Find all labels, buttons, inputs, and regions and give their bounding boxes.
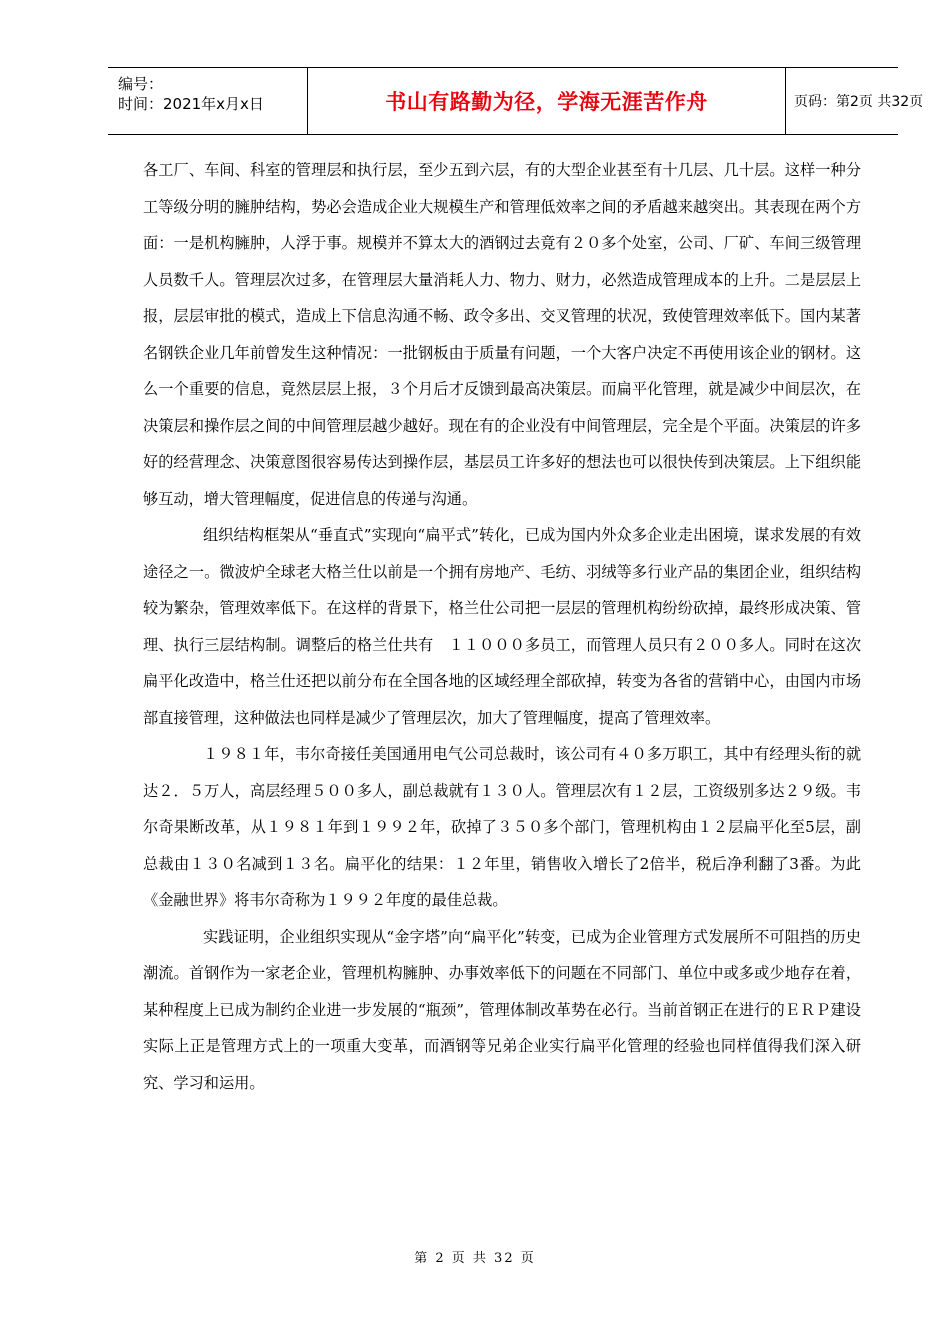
document-number-label: 编号： — [118, 75, 164, 93]
header-meta-cell — [108, 68, 308, 134]
motto-text: 书山有路勤为径，学海无涯苦作舟 — [385, 90, 708, 114]
body-paragraph-1: 各工厂、车间、科室的管理层和执行层，至少五到六层，有的大型企业甚至有十几层、几十层。这样一种分工等级分明的臃肿结构，势必会造成企业大规模生产和管理低效率之间的矛盾越来越突出。其表现在两个方面：一是机构臃肿，人浮于事。规模并不算太大的酒钢过去竟有２０多个处室，公司、厂矿、车间三级管理人员数千人。管理层次过多，在管理层大量消耗人力、物力、财力，必然造成管理成本的上升。二是层层上报，层层审批的模式，造成上下信息沟通不畅、政令多出、交叉管理的状况，致使管理效率低下。国内某著名钢铁企业几年前曾发生这种情况：一批钢板由于质量有问题，一个大客户决定不再使用该企业的钢材。这么一个重要的信息，竟然层层上报，３个月后才反馈到最高决策层。而扁平化管理，就是减少中间层次，在决策层和操作层之间的中间管理层越少越好。现在有的企业没有中间管理层，完全是个平面。决策层的许多好的经营理念、决策意图很容易传达到操作层，基层员工许多好的想法也可以很快传到决策层。上下组织能够互动，增大管理幅度，促进信息的传递与沟通。 — [143, 161, 861, 508]
header-motto-cell — [308, 68, 786, 134]
body-paragraph-2: 组织结构框架从“垂直式”实现向“扁平式”转化，已成为国内外众多企业走出困境，谋求发展的有效途径之一。微波炉全球老大格兰仕以前是一个拥有房地产、毛纺、羽绒等多行业产品的集团企业，组织结构较为繁杂，管理效率低下。在这样的背景下，格兰仕公司把一层层的管理机构纷纷砍掉，最终形成决策、管理、执行三层结构制。调整后的格兰仕共有 １１０００多员工，而管理人员只有２００多人。同时在这次扁平化改造中，格兰仕还把以前分布在全国各地的区域经理全部砍掉，转变为各省的营销中心，由国内市场部直接管理，这种做法也同样是减少了管理层次，加大了管理幅度，提高了管理效率。 — [143, 526, 861, 727]
page-header — [108, 67, 924, 135]
body-paragraph-3: １９８１年，韦尔奇接任美国通用电气公司总裁时，该公司有４０多万职工，其中有经理头衔的就达２．５万人，高层经理５００多人，副总裁就有１３０人。管理层次有１２层，工资级别多达２９级。韦尔奇果断改革，从１９８１年到１９９２年，砍掉了３５０多个部门，管理机构由１２层扁平化至5层，副总裁由１３０名减到１３名。扁平化的结果：１２年里，销售收入增长了2倍半，税后净利翻了3番。为此《金融世界》将韦尔奇称为１９９２年度的最佳总裁。 — [143, 745, 861, 909]
header-page-cell — [786, 68, 924, 134]
body-paragraph-4: 实践证明，企业组织实现从“金字塔”向“扁平化”转变，已成为企业管理方式发展所不可阻挡的历史潮流。首钢作为一家老企业，管理机构臃肿、办事效率低下的问题在不同部门、单位中或多或少地存在着，某种程度上已成为制约企业进一步发展的“瓶颈”，管理体制改革势在必行。当前首钢正在进行的ＥＲＰ建设实际上正是管理方式上的一项重大变革，而酒钢等兄弟企业实行扁平化管理的经验也同样值得我们深入研究、学习和运用。 — [143, 927, 861, 1092]
document-date-label: 时间：2021年x月x日 — [118, 95, 264, 113]
page-footer — [0, 1247, 950, 1266]
document-body — [143, 152, 861, 1101]
footer-page-number: 第 2 页 共 32 页 — [414, 1251, 536, 1266]
header-page-number: 页码：第2页 共32页 — [794, 94, 924, 110]
